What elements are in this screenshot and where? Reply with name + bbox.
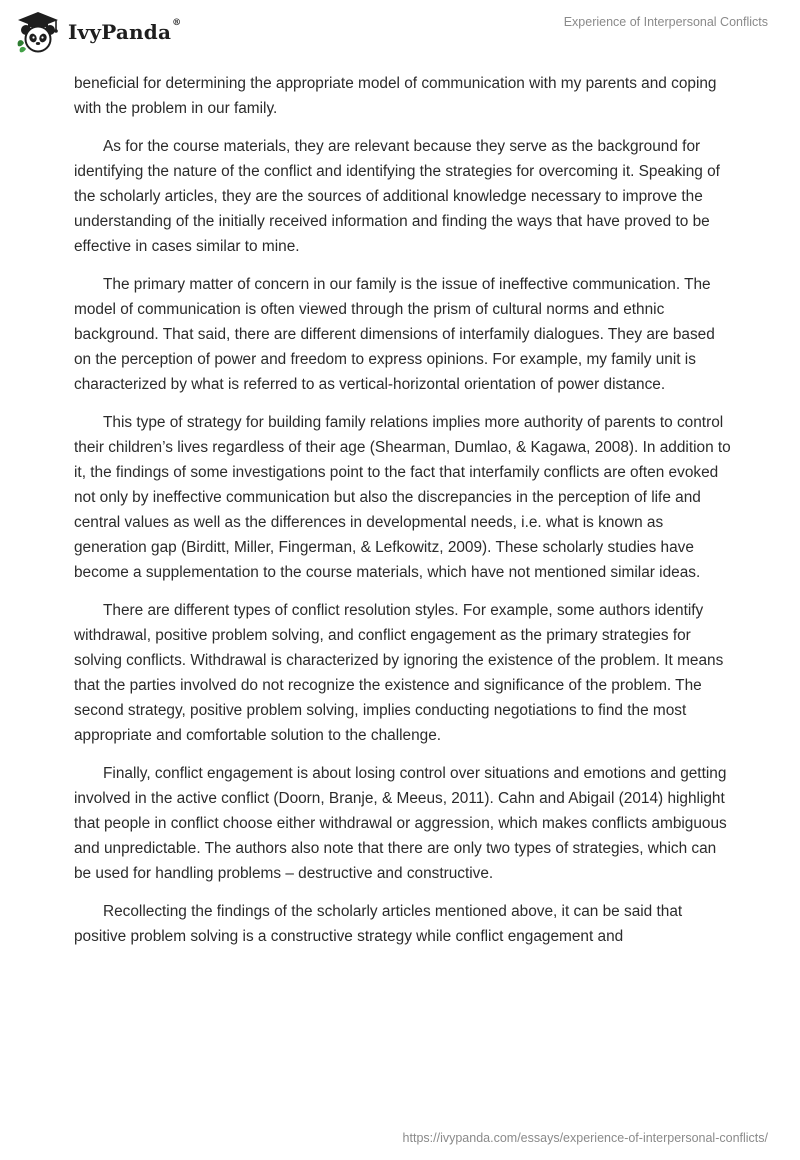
paragraph: Finally, conflict engagement is about losing control over situations and emotions and getting involved in the active conflict (Doorn, Branje, & Meeus, 2011). Cahn and Abigail (2014) highlight that people in conflict choose either withdrawal or aggression, which makes conflicts ambiguous and unpredictable. The authors also note that there are only two types of strategies, which can be used for handling problems – destructive and constructive.	[74, 765, 727, 882]
ivypanda-logo[interactable]	[14, 8, 181, 56]
paragraph: The primary matter of concern in our family is the issue of ineffective communication. The model of communication is often viewed through the prism of cultural norms and ethnic background. That said, there are different dimensions of interfamily dialogues. They are based on the perception of power and freedom to express opinions. For example, my family unit is characterized by what is referred to as vertical-horizontal orientation of power distance.	[74, 276, 715, 393]
panda-graduation-icon	[14, 10, 62, 54]
paragraph: As for the course materials, they are relevant because they serve as the background for identifying the nature of the conflict and identifying the strategies for overcoming it. Speaking of the scholarly articles, they are the sources of additional knowledge necessary to improve the understanding of the initially received information and finding the ways that have proved to be effective in cases similar to mine.	[74, 138, 720, 255]
paragraph: This type of strategy for building family relations implies more authority of parents to control their children’s lives regardless of their age (Shearman, Dumlao, & Kagawa, 2008). In addition to it, the findings of some investigations point to the fact that interfamily conflicts are often evoked not only by ineffective communication but also the discrepancies in the perception of life and central values as well as the differences in developmental needs, i.e. what is known as generation gap (Birditt, Miller, Fingerman, & Lefkowitz, 2009). These scholarly studies have become a supplementation to the course materials, which have not mentioned similar ideas.	[74, 414, 731, 581]
paragraph: Recollecting the findings of the scholarly articles mentioned above, it can be said that positive problem solving is a constructive strategy while conflict engagement and	[74, 903, 683, 945]
paragraph: There are different types of conflict resolution styles. For example, some authors identify withdrawal, positive problem solving, and conflict engagement as the primary strategies for solving conflicts. Withdrawal is characterized by ignoring the existence of the problem. It means that the parties involved do not recognize the existence and significance of the problem. The second strategy, positive problem solving, implies conducting negotiations to find the most appropriate and comfortable solution to the challenge.	[74, 602, 724, 744]
document-title: Experience of Interpersonal Conflicts	[563, 15, 768, 29]
registered-mark: ®	[172, 18, 182, 28]
logo-text: IvyPanda®	[68, 18, 182, 44]
page-header	[0, 0, 800, 70]
source-url-link[interactable]: https://ivypanda.com/essays/experience-of-interpersonal-conflicts/	[402, 1131, 768, 1145]
essay-body	[74, 71, 734, 962]
paragraph-continuation: beneficial for determining the appropriate model of communication with my parents and coping with the problem in our family.	[74, 75, 717, 117]
